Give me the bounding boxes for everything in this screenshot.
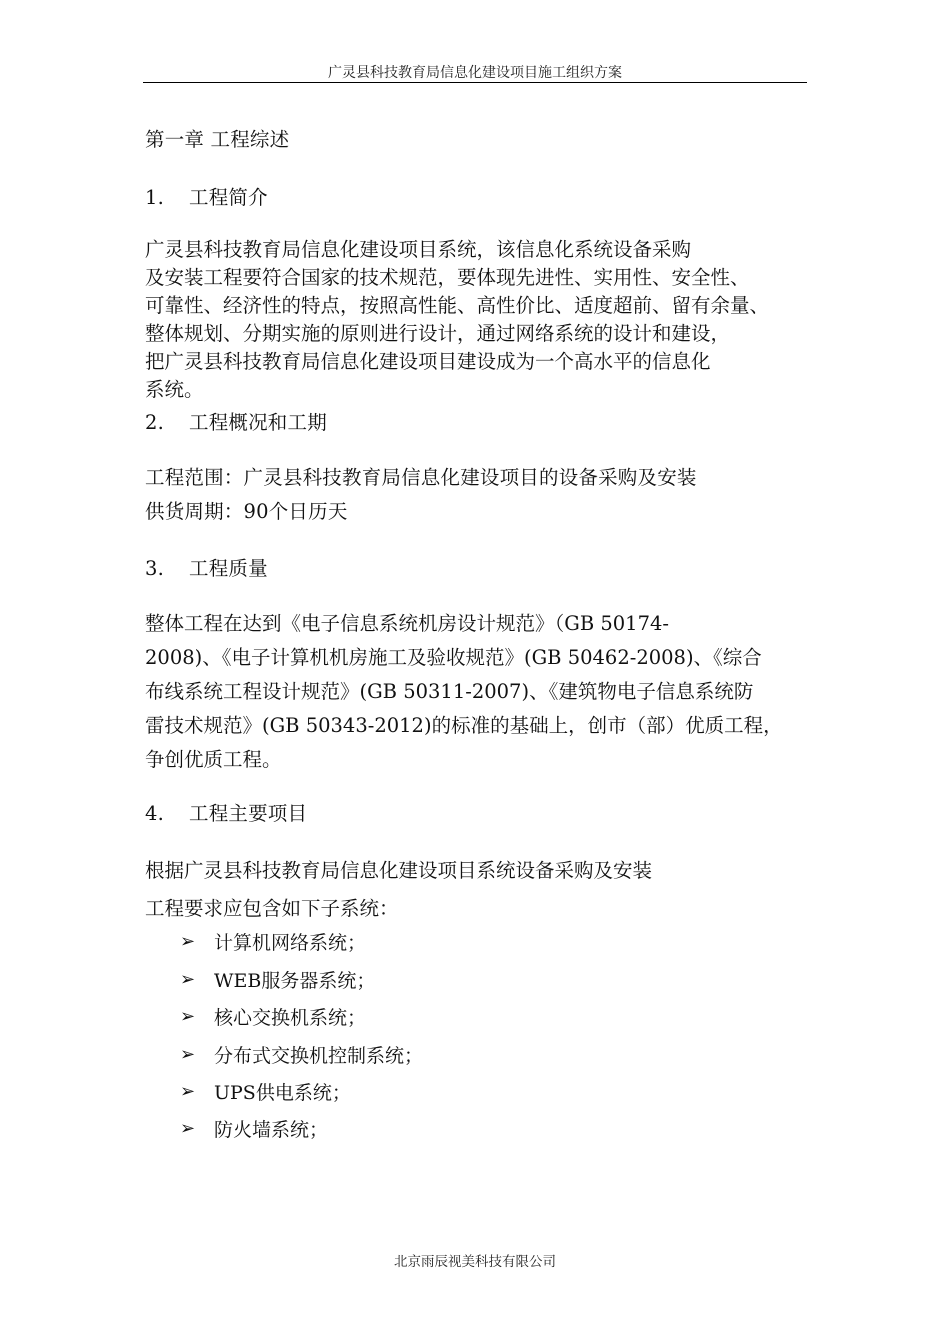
arrowhead-bullet-icon: ➢ [180, 1006, 196, 1027]
paragraph-line: 把广灵县科技教育局信息化建设项目建设成为一个高水平的信息化 [145, 350, 711, 373]
project-scope: 工程范围：广灵县科技教育局信息化建设项目的设备采购及安装 [145, 466, 697, 489]
section-title: 工程质量 [189, 557, 268, 580]
paragraph-line: 雷技术规范》(GB 50343-2012)的标准的基础上，创市（部）优质工程， [145, 714, 783, 737]
supply-period: 供货周期：90个日历天 [145, 500, 348, 523]
section-heading-3 [145, 553, 268, 581]
subsystem-list-item [180, 1003, 366, 1030]
section-heading-4 [145, 798, 307, 826]
paragraph-line: 2008)、《电子计算机机房施工及验收规范》(GB 50462-2008)、《综合 [145, 646, 762, 669]
paragraph-line: 工程要求应包含如下子系统： [145, 897, 399, 920]
section-number: 2. [145, 411, 165, 434]
section-title: 工程简介 [189, 186, 268, 209]
paragraph-line: 整体工程在达到《电子信息系统机房设计规范》（GB 50174- [145, 612, 669, 635]
running-header: 广灵县科技教育局信息化建设项目施工组织方案 [328, 65, 622, 81]
paragraph-line: 根据广灵县科技教育局信息化建设项目系统设备采购及安装 [145, 859, 653, 882]
section-heading-2 [145, 407, 327, 435]
subsystem-list-item [180, 966, 375, 993]
chapter-title: 第一章 工程综述 [145, 128, 290, 151]
section-title: 工程概况和工期 [189, 411, 327, 434]
section1-paragraph [145, 236, 807, 404]
arrowhead-bullet-icon: ➢ [180, 1118, 196, 1139]
subsystem-list-item [180, 928, 366, 955]
paragraph-line: 系统。 [145, 378, 204, 401]
paragraph-line: 及安装工程要符合国家的技术规范，要体现先进性、实用性、安全性、 [145, 266, 750, 289]
paragraph-line: 争创优质工程。 [145, 748, 282, 771]
subsystem-label: UPS供电系统； [214, 1082, 351, 1104]
subsystem-list-item [180, 1041, 423, 1068]
subsystem-list-item [180, 1078, 351, 1105]
section-number: 3. [145, 557, 165, 580]
section-number: 1. [145, 186, 165, 209]
section-number: 4. [145, 802, 165, 825]
subsystem-list-item [180, 1115, 328, 1142]
subsystem-label: 核心交换机系统； [214, 1007, 367, 1029]
page-footer: 北京雨辰视美科技有限公司 [394, 1254, 556, 1270]
arrowhead-bullet-icon: ➢ [180, 1044, 196, 1065]
subsystem-label: 计算机网络系统； [214, 932, 367, 954]
paragraph-line: 可靠性、经济性的特点，按照高性能、高性价比、适度超前、留有余量、 [145, 294, 770, 317]
section-heading-1 [145, 182, 268, 210]
paragraph-line: 整体规划、分期实施的原则进行设计，通过网络系统的设计和建设， [145, 322, 731, 345]
paragraph-line: 布线系统工程设计规范》(GB 50311-2007)、《建筑物电子信息系统防 [145, 680, 754, 703]
arrowhead-bullet-icon: ➢ [180, 969, 196, 990]
subsystem-label: 防火墙系统； [214, 1119, 329, 1141]
header-rule [143, 82, 807, 83]
arrowhead-bullet-icon: ➢ [180, 1081, 196, 1102]
section4-intro [145, 852, 807, 928]
section-title: 工程主要项目 [189, 802, 308, 825]
paragraph-line: 广灵县科技教育局信息化建设项目系统，该信息化系统设备采购 [145, 238, 692, 261]
section3-paragraph [145, 607, 807, 777]
subsystem-label: 分布式交换机控制系统； [214, 1045, 424, 1067]
subsystem-label: WEB服务器系统； [214, 970, 376, 992]
arrowhead-bullet-icon: ➢ [180, 931, 196, 952]
